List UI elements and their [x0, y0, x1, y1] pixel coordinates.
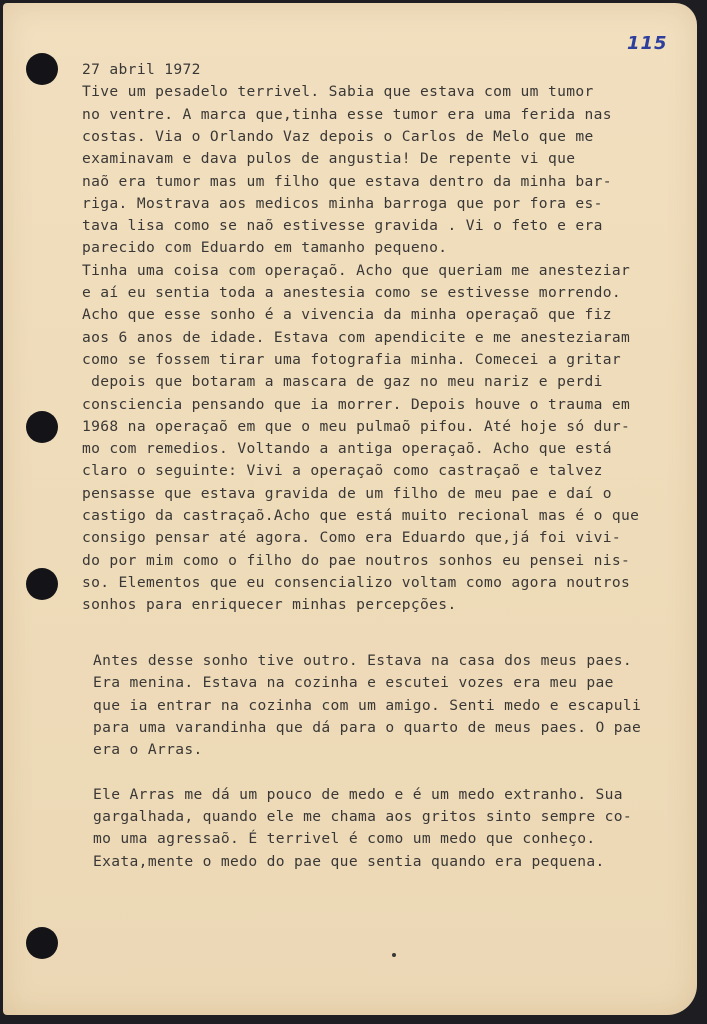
text-line: naõ era tumor mas um filho que estava dentro da minha bar-	[82, 172, 612, 190]
text-line: claro o seguinte: Vivi a operaçaõ como castraçaõ e talvez	[82, 462, 603, 480]
text-line: Tinha uma coisa com operaçaõ. Acho que queriam me anesteziar	[82, 261, 631, 279]
text-line: Antes desse sonho tive outro. Estava na casa dos meus paes.	[93, 651, 633, 669]
text-line: aos 6 anos de idade. Estava com apendicite e me anesteziaram	[82, 328, 631, 346]
text-line: Exata,mente o medo do pae que sentia quando era pequena.	[93, 852, 605, 870]
ink-dot	[392, 953, 396, 957]
text-line: que ia entrar na cozinha com um amigo. Senti medo e escapuli	[93, 696, 642, 714]
text-line: como se fossem tirar uma fotografia minha. Comecei a gritar	[82, 350, 622, 368]
text-line: consciencia pensando que ia morrer. Depois houve o trauma em	[82, 395, 631, 413]
page-number: 115	[627, 33, 668, 54]
text-line: era o Arras.	[93, 741, 203, 759]
text-line: e aí eu sentia toda a anestesia como se estivesse morrendo.	[82, 284, 622, 301]
text-line: pensasse que estava gravida de um filho de meu pae e daí o	[82, 484, 612, 502]
text-line: consigo pensar até agora. Como era Eduardo que,já foi vivi-	[82, 529, 622, 547]
binder-hole-2	[26, 411, 58, 443]
text-line: 27 abril 1972	[82, 61, 201, 78]
text-line: Ele Arras me dá um pouco de medo e é um medo extranho. Sua	[93, 785, 623, 803]
binder-hole-4	[26, 927, 58, 959]
text-line: 1968 na operaçaõ em que o meu pulmaõ pifou. Até hoje só dur-	[82, 417, 631, 435]
text-line: do por mim como o filho do pae noutros sonhos eu pensei nis-	[82, 551, 631, 569]
text-line: tava lisa como se naõ estivesse gravida . Vi o feto e era	[82, 217, 603, 235]
document-page	[3, 3, 697, 1015]
text-line: no ventre. A marca que,tinha esse tumor era uma ferida nas	[82, 105, 612, 123]
text-line: parecido com Eduardo em tamanho pequeno.	[82, 239, 448, 257]
text-line: Era menina. Estava na cozinha e escutei vozes era meu pae	[93, 674, 614, 692]
text-line: para uma varandinha que dá para o quarto de meus paes. O pae	[93, 718, 642, 736]
text-line: mo uma agressaõ. É terrivel é como um medo que conheço.	[93, 830, 596, 848]
text-line: Tive um pesadelo terrivel. Sabia que estava com um tumor	[82, 83, 594, 101]
text-line: riga. Mostrava aos medicos minha barroga que por fora es-	[82, 194, 603, 212]
text-line: so. Elementos que eu consencializo voltam como agora noutros	[82, 573, 631, 591]
text-line: costas. Via o Orlando Vaz depois o Carlos de Melo que me	[82, 127, 594, 145]
binder-hole-1	[26, 53, 58, 85]
text-line: mo com remedios. Voltando a antiga operaçaõ. Acho que está	[82, 440, 612, 458]
text-line: Acho que esse sonho é a vivencia da minha operaçaõ que fiz	[82, 306, 612, 324]
binder-hole-3	[26, 568, 58, 600]
text-line: depois que botaram a mascara de gaz no meu nariz e perdi	[82, 373, 603, 391]
text-line: gargalhada, quando ele me chama aos gritos sinto sempre co-	[93, 808, 633, 826]
text-line: castigo da castraçaõ.Acho que está muito recional mas é o que	[82, 507, 640, 524]
text-line: sonhos para enriquecer minhas percepções.	[82, 596, 457, 614]
text-line: examinavam e dava pulos de angustia! De repente vi que	[82, 150, 576, 168]
